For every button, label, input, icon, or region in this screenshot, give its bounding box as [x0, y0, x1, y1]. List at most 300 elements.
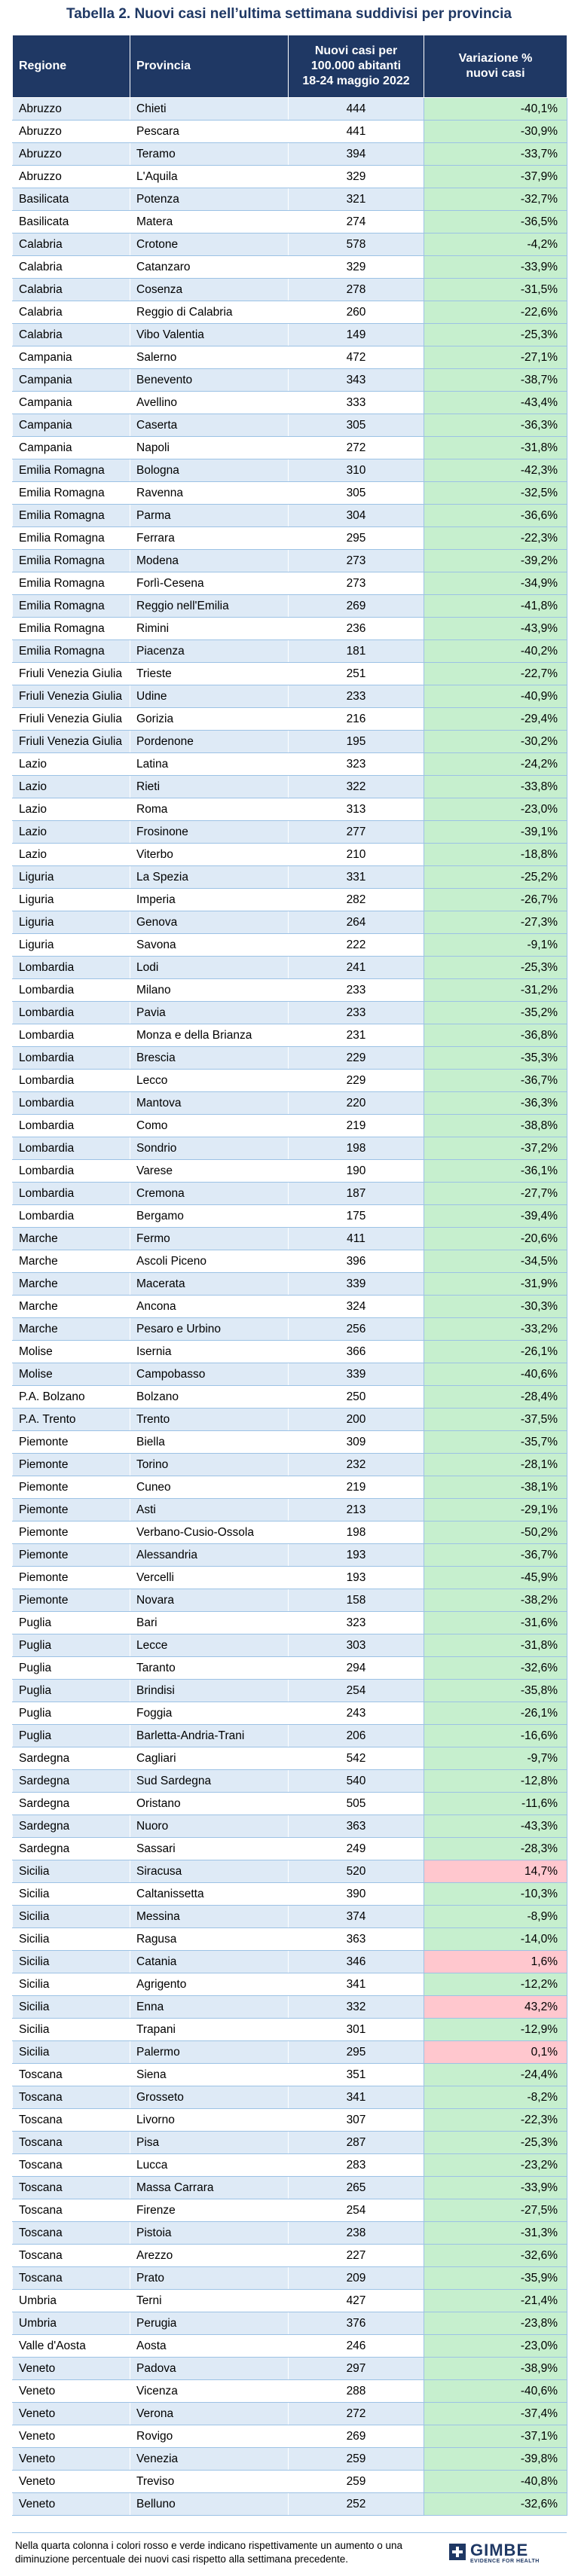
cell-nuovi-casi: 219	[289, 1115, 424, 1137]
cell-regione: Sicilia	[13, 1996, 130, 2019]
cell-nuovi-casi: 222	[289, 934, 424, 957]
cell-variazione: -38,7%	[424, 369, 567, 392]
cell-provincia: Belluno	[130, 2493, 289, 2516]
cell-regione: Veneto	[13, 2448, 130, 2471]
table-row	[13, 1702, 567, 1725]
cell-variazione: -33,2%	[424, 1318, 567, 1341]
cell-nuovi-casi: 297	[289, 2358, 424, 2380]
footnote: Nella quarta colonna i colori rosso e verde indicano rispettivamente un aumento o una diminuzione percentuale dei nuovi casi rispetto alla settimana precedente.	[15, 2540, 403, 2565]
cell-nuovi-casi: 269	[289, 2425, 424, 2448]
table-row	[13, 934, 567, 957]
table-row	[13, 1499, 567, 1521]
table-row	[13, 1612, 567, 1634]
cell-nuovi-casi: 251	[289, 663, 424, 685]
table-row	[13, 527, 567, 550]
cell-variazione: -33,8%	[424, 776, 567, 798]
table-row	[13, 121, 567, 143]
cell-nuovi-casi: 220	[289, 1092, 424, 1115]
cell-provincia: Mantova	[130, 1092, 289, 1115]
cell-regione: Toscana	[13, 2267, 130, 2290]
table-row	[13, 798, 567, 821]
cell-provincia: Crotone	[130, 233, 289, 256]
cell-nuovi-casi: 256	[289, 1318, 424, 1341]
table-footer	[12, 2532, 567, 2571]
cell-variazione: -38,8%	[424, 1115, 567, 1137]
cell-provincia: Vibo Valentia	[130, 324, 289, 346]
cell-nuovi-casi: 343	[289, 369, 424, 392]
cell-variazione: -40,2%	[424, 640, 567, 663]
cell-regione: Veneto	[13, 2471, 130, 2493]
cell-variazione: -22,3%	[424, 527, 567, 550]
header-var-line1: Variazione %	[458, 52, 533, 65]
cell-nuovi-casi: 265	[289, 2177, 424, 2199]
cell-provincia: Imperia	[130, 889, 289, 911]
table-row	[13, 143, 567, 166]
cell-variazione: -33,7%	[424, 143, 567, 166]
cell-regione: Liguria	[13, 911, 130, 934]
table-row	[13, 2493, 567, 2516]
cell-variazione: -31,9%	[424, 1273, 567, 1296]
cell-regione: Marche	[13, 1296, 130, 1318]
cell-variazione: -30,3%	[424, 1296, 567, 1318]
cell-regione: Lombardia	[13, 1160, 130, 1183]
table-row	[13, 1047, 567, 1070]
cell-provincia: Reggio di Calabria	[130, 301, 289, 324]
cell-regione: Friuli Venezia Giulia	[13, 663, 130, 685]
cell-regione: Abruzzo	[13, 143, 130, 166]
cell-provincia: Piacenza	[130, 640, 289, 663]
cell-provincia: Chieti	[130, 98, 289, 121]
cell-provincia: Catania	[130, 1951, 289, 1973]
cell-nuovi-casi: 339	[289, 1273, 424, 1296]
cell-variazione: -39,8%	[424, 2448, 567, 2471]
cell-provincia: Grosseto	[130, 2086, 289, 2109]
cell-variazione: -38,2%	[424, 1589, 567, 1612]
cell-regione: Veneto	[13, 2358, 130, 2380]
cell-variazione: -39,1%	[424, 821, 567, 844]
table-row	[13, 1815, 567, 1838]
table-row	[13, 2132, 567, 2154]
cell-variazione: -38,9%	[424, 2358, 567, 2380]
cell-regione: Emilia Romagna	[13, 459, 130, 482]
cell-provincia: Arezzo	[130, 2245, 289, 2267]
table-row	[13, 482, 567, 505]
table-row	[13, 1205, 567, 1228]
table-row	[13, 572, 567, 595]
logo-tagline: EVIDENCE FOR HEALTH	[470, 2559, 540, 2564]
cell-nuovi-casi: 472	[289, 346, 424, 369]
cell-regione: Abruzzo	[13, 121, 130, 143]
cell-provincia: Torino	[130, 1454, 289, 1476]
cell-regione: Emilia Romagna	[13, 640, 130, 663]
table-row	[13, 1725, 567, 1747]
cell-provincia: Lecco	[130, 1070, 289, 1092]
table-row	[13, 550, 567, 572]
cell-variazione: -26,1%	[424, 1702, 567, 1725]
cell-nuovi-casi: 259	[289, 2448, 424, 2471]
cell-variazione: -36,7%	[424, 1544, 567, 1567]
cell-provincia: Perugia	[130, 2312, 289, 2335]
cell-provincia: Teramo	[130, 143, 289, 166]
cell-variazione: -32,7%	[424, 188, 567, 211]
cell-nuovi-casi: 233	[289, 1002, 424, 1024]
table-row	[13, 1363, 567, 1386]
cell-variazione: -43,3%	[424, 1815, 567, 1838]
cell-nuovi-casi: 282	[289, 889, 424, 911]
cell-nuovi-casi: 274	[289, 211, 424, 233]
cell-variazione: 1,6%	[424, 1951, 567, 1973]
table-row	[13, 2425, 567, 2448]
cell-provincia: Venezia	[130, 2448, 289, 2471]
cell-regione: Molise	[13, 1363, 130, 1386]
cell-regione: Liguria	[13, 889, 130, 911]
cell-nuovi-casi: 231	[289, 1024, 424, 1047]
cell-variazione: -31,6%	[424, 1612, 567, 1634]
cell-nuovi-casi: 209	[289, 2267, 424, 2290]
cell-variazione: -32,6%	[424, 2493, 567, 2516]
cell-regione: Veneto	[13, 2403, 130, 2425]
cell-regione: Sardegna	[13, 1838, 130, 1860]
cell-variazione: -28,3%	[424, 1838, 567, 1860]
cell-regione: Sicilia	[13, 1906, 130, 1928]
table-row	[13, 821, 567, 844]
cell-regione: P.A. Bolzano	[13, 1386, 130, 1409]
table-row	[13, 1747, 567, 1770]
cell-provincia: Caltanissetta	[130, 1883, 289, 1906]
cell-nuovi-casi: 264	[289, 911, 424, 934]
cell-regione: Lazio	[13, 753, 130, 776]
cell-nuovi-casi: 260	[289, 301, 424, 324]
cell-provincia: Benevento	[130, 369, 289, 392]
cell-nuovi-casi: 287	[289, 2132, 424, 2154]
cell-variazione: -36,5%	[424, 211, 567, 233]
cell-nuovi-casi: 213	[289, 1499, 424, 1521]
cell-variazione: -40,8%	[424, 2471, 567, 2493]
cell-provincia: Alessandria	[130, 1544, 289, 1567]
cell-provincia: Modena	[130, 550, 289, 572]
cell-variazione: -24,2%	[424, 753, 567, 776]
logo-name: GIMBE	[470, 2541, 529, 2559]
table-row	[13, 2154, 567, 2177]
cell-provincia: Milano	[130, 979, 289, 1002]
cell-nuovi-casi: 301	[289, 2019, 424, 2041]
cell-nuovi-casi: 332	[289, 1996, 424, 2019]
cell-nuovi-casi: 227	[289, 2245, 424, 2267]
cell-provincia: Matera	[130, 211, 289, 233]
cell-regione: Emilia Romagna	[13, 550, 130, 572]
cell-regione: Marche	[13, 1228, 130, 1250]
cell-variazione: -29,4%	[424, 708, 567, 731]
cell-provincia: Biella	[130, 1431, 289, 1454]
cell-nuovi-casi: 254	[289, 1680, 424, 1702]
table-row	[13, 1838, 567, 1860]
cell-provincia: La Spezia	[130, 866, 289, 889]
cell-provincia: Bari	[130, 1612, 289, 1634]
cell-regione: Basilicata	[13, 211, 130, 233]
cell-provincia: Cosenza	[130, 279, 289, 301]
cell-regione: Calabria	[13, 279, 130, 301]
cell-variazione: -23,8%	[424, 2312, 567, 2335]
cell-provincia: Savona	[130, 934, 289, 957]
cell-regione: Calabria	[13, 324, 130, 346]
table-row	[13, 1476, 567, 1499]
table-row	[13, 2267, 567, 2290]
cell-regione: Emilia Romagna	[13, 482, 130, 505]
cell-provincia: Oristano	[130, 1793, 289, 1815]
table-row	[13, 1793, 567, 1815]
header-casi-line3: 18-24 maggio 2022	[302, 75, 410, 87]
cell-regione: Liguria	[13, 866, 130, 889]
table-row	[13, 1002, 567, 1024]
cell-provincia: Trieste	[130, 663, 289, 685]
table-row	[13, 889, 567, 911]
cell-nuovi-casi: 366	[289, 1341, 424, 1363]
cell-nuovi-casi: 272	[289, 2403, 424, 2425]
cell-regione: Lombardia	[13, 1092, 130, 1115]
cell-variazione: -22,3%	[424, 2109, 567, 2132]
cell-regione: Emilia Romagna	[13, 505, 130, 527]
table-row	[13, 279, 567, 301]
cell-provincia: Salerno	[130, 346, 289, 369]
cell-provincia: Pescara	[130, 121, 289, 143]
cell-nuovi-casi: 273	[289, 550, 424, 572]
table-row	[13, 1341, 567, 1363]
cell-variazione: -37,2%	[424, 1137, 567, 1160]
cell-regione: Umbria	[13, 2312, 130, 2335]
cell-nuovi-casi: 444	[289, 98, 424, 121]
cell-variazione: -29,1%	[424, 1499, 567, 1521]
cell-variazione: 14,7%	[424, 1860, 567, 1883]
cell-regione: Puglia	[13, 1725, 130, 1747]
table-title: Tabella 2. Nuovi casi nell’ultima settimana suddivisi per provincia	[66, 6, 512, 22]
cell-variazione: -36,3%	[424, 1092, 567, 1115]
cell-variazione: -11,6%	[424, 1793, 567, 1815]
cell-provincia: Ferrara	[130, 527, 289, 550]
cell-variazione: -37,5%	[424, 1409, 567, 1431]
header-casi-line1: Nuovi casi per	[314, 44, 398, 57]
cell-provincia: Lucca	[130, 2154, 289, 2177]
cell-regione: Lombardia	[13, 1070, 130, 1092]
cell-variazione: -36,7%	[424, 1070, 567, 1092]
cell-nuovi-casi: 351	[289, 2064, 424, 2086]
cell-variazione: -23,0%	[424, 2335, 567, 2358]
table-row	[13, 505, 567, 527]
gimbe-logo-icon	[449, 2544, 466, 2560]
cell-regione: Calabria	[13, 256, 130, 279]
cell-nuovi-casi: 295	[289, 2041, 424, 2064]
cell-nuovi-casi: 206	[289, 1725, 424, 1747]
table-row	[13, 685, 567, 708]
cell-provincia: Lodi	[130, 957, 289, 979]
table-row	[13, 663, 567, 685]
cell-regione: Puglia	[13, 1657, 130, 1680]
cell-variazione: -33,9%	[424, 2177, 567, 2199]
cell-variazione: -27,1%	[424, 346, 567, 369]
cell-variazione: -40,6%	[424, 2380, 567, 2403]
table-row	[13, 392, 567, 414]
cell-nuovi-casi: 303	[289, 1634, 424, 1657]
cell-regione: Piemonte	[13, 1476, 130, 1499]
cell-nuovi-casi: 346	[289, 1951, 424, 1973]
cell-provincia: Cuneo	[130, 1476, 289, 1499]
cell-regione: Abruzzo	[13, 166, 130, 188]
table-header-row	[13, 35, 567, 98]
table-row	[13, 211, 567, 233]
cell-regione: Liguria	[13, 934, 130, 957]
table-row	[13, 98, 567, 121]
cell-nuovi-casi: 219	[289, 1476, 424, 1499]
cell-nuovi-casi: 505	[289, 1793, 424, 1815]
cell-nuovi-casi: 278	[289, 279, 424, 301]
cell-regione: Lazio	[13, 798, 130, 821]
cell-provincia: Ragusa	[130, 1928, 289, 1951]
cell-provincia: Brescia	[130, 1047, 289, 1070]
cell-regione: Campania	[13, 369, 130, 392]
header-provincia: Provincia	[130, 35, 289, 98]
cell-variazione: -41,8%	[424, 595, 567, 618]
cell-provincia: Trento	[130, 1409, 289, 1431]
cell-provincia: Potenza	[130, 188, 289, 211]
cell-variazione: -27,5%	[424, 2199, 567, 2222]
cell-variazione: -31,8%	[424, 437, 567, 459]
cell-provincia: Taranto	[130, 1657, 289, 1680]
cell-nuovi-casi: 246	[289, 2335, 424, 2358]
province-cases-table	[12, 35, 567, 2516]
cell-provincia: Novara	[130, 1589, 289, 1612]
cell-regione: Lombardia	[13, 957, 130, 979]
table-row	[13, 2199, 567, 2222]
cell-provincia: Udine	[130, 685, 289, 708]
table-row	[13, 1657, 567, 1680]
cell-regione: Sardegna	[13, 1793, 130, 1815]
cell-regione: Campania	[13, 392, 130, 414]
cell-nuovi-casi: 198	[289, 1521, 424, 1544]
cell-provincia: Como	[130, 1115, 289, 1137]
cell-variazione: -25,3%	[424, 957, 567, 979]
cell-nuovi-casi: 288	[289, 2380, 424, 2403]
table-body	[13, 98, 567, 2516]
cell-nuovi-casi: 540	[289, 1770, 424, 1793]
cell-variazione: -39,4%	[424, 1205, 567, 1228]
cell-provincia: Cremona	[130, 1183, 289, 1205]
cell-nuovi-casi: 323	[289, 753, 424, 776]
cell-provincia: Pavia	[130, 1002, 289, 1024]
cell-nuovi-casi: 321	[289, 188, 424, 211]
cell-nuovi-casi: 236	[289, 618, 424, 640]
table-row	[13, 437, 567, 459]
cell-nuovi-casi: 243	[289, 1702, 424, 1725]
table-row	[13, 1883, 567, 1906]
table-row	[13, 618, 567, 640]
table-row	[13, 1680, 567, 1702]
cell-variazione: -42,3%	[424, 459, 567, 482]
cell-regione: Lazio	[13, 844, 130, 866]
cell-variazione: -43,9%	[424, 618, 567, 640]
cell-variazione: -36,1%	[424, 1160, 567, 1183]
cell-regione: Sicilia	[13, 2041, 130, 2064]
table-row	[13, 1996, 567, 2019]
cell-regione: Toscana	[13, 2064, 130, 2086]
cell-variazione: -20,6%	[424, 1228, 567, 1250]
cell-variazione: -9,7%	[424, 1747, 567, 1770]
cell-nuovi-casi: 333	[289, 392, 424, 414]
cell-nuovi-casi: 341	[289, 2086, 424, 2109]
cell-variazione: -37,4%	[424, 2403, 567, 2425]
table-row	[13, 776, 567, 798]
cell-nuovi-casi: 283	[289, 2154, 424, 2177]
cell-provincia: Aosta	[130, 2335, 289, 2358]
table-row	[13, 2177, 567, 2199]
cell-nuovi-casi: 305	[289, 482, 424, 505]
table-row	[13, 2471, 567, 2493]
cell-regione: P.A. Trento	[13, 1409, 130, 1431]
table-row	[13, 1544, 567, 1567]
table-row	[13, 2109, 567, 2132]
cell-variazione: -32,6%	[424, 2245, 567, 2267]
cell-variazione: -35,2%	[424, 1002, 567, 1024]
cell-regione: Sicilia	[13, 1951, 130, 1973]
cell-variazione: -35,3%	[424, 1047, 567, 1070]
cell-regione: Campania	[13, 437, 130, 459]
table-row	[13, 233, 567, 256]
cell-variazione: -14,0%	[424, 1928, 567, 1951]
cell-regione: Sardegna	[13, 1770, 130, 1793]
cell-variazione: -16,6%	[424, 1725, 567, 1747]
cell-provincia: Verona	[130, 2403, 289, 2425]
cell-provincia: Napoli	[130, 437, 289, 459]
cell-variazione: -31,8%	[424, 1634, 567, 1657]
cell-nuovi-casi: 158	[289, 1589, 424, 1612]
cell-nuovi-casi: 331	[289, 866, 424, 889]
cell-provincia: Siena	[130, 2064, 289, 2086]
cell-provincia: Verbano-Cusio-Ossola	[130, 1521, 289, 1544]
cell-nuovi-casi: 259	[289, 2471, 424, 2493]
cell-provincia: Macerata	[130, 1273, 289, 1296]
cell-provincia: Foggia	[130, 1702, 289, 1725]
cell-variazione: -25,2%	[424, 866, 567, 889]
cell-nuovi-casi: 520	[289, 1860, 424, 1883]
cell-variazione: -23,2%	[424, 2154, 567, 2177]
cell-nuovi-casi: 322	[289, 776, 424, 798]
table-row	[13, 2290, 567, 2312]
cell-regione: Campania	[13, 414, 130, 437]
cell-nuovi-casi: 294	[289, 1657, 424, 1680]
table-row	[13, 1386, 567, 1409]
table-row	[13, 1770, 567, 1793]
cell-nuovi-casi: 181	[289, 640, 424, 663]
cell-provincia: Latina	[130, 753, 289, 776]
table-row	[13, 1024, 567, 1047]
table-row	[13, 1860, 567, 1883]
cell-variazione: -36,6%	[424, 505, 567, 527]
cell-provincia: Isernia	[130, 1341, 289, 1363]
cell-provincia: Rimini	[130, 618, 289, 640]
cell-variazione: -34,5%	[424, 1250, 567, 1273]
cell-variazione: 43,2%	[424, 1996, 567, 2019]
cell-regione: Lombardia	[13, 1183, 130, 1205]
cell-nuovi-casi: 272	[289, 437, 424, 459]
cell-regione: Friuli Venezia Giulia	[13, 731, 130, 753]
cell-provincia: Pisa	[130, 2132, 289, 2154]
table-row	[13, 1906, 567, 1928]
cell-variazione: -10,3%	[424, 1883, 567, 1906]
cell-regione: Lombardia	[13, 1024, 130, 1047]
cell-nuovi-casi: 323	[289, 1612, 424, 1634]
cell-provincia: Campobasso	[130, 1363, 289, 1386]
table-row	[13, 166, 567, 188]
cell-regione: Lombardia	[13, 1115, 130, 1137]
cell-variazione: -31,5%	[424, 279, 567, 301]
